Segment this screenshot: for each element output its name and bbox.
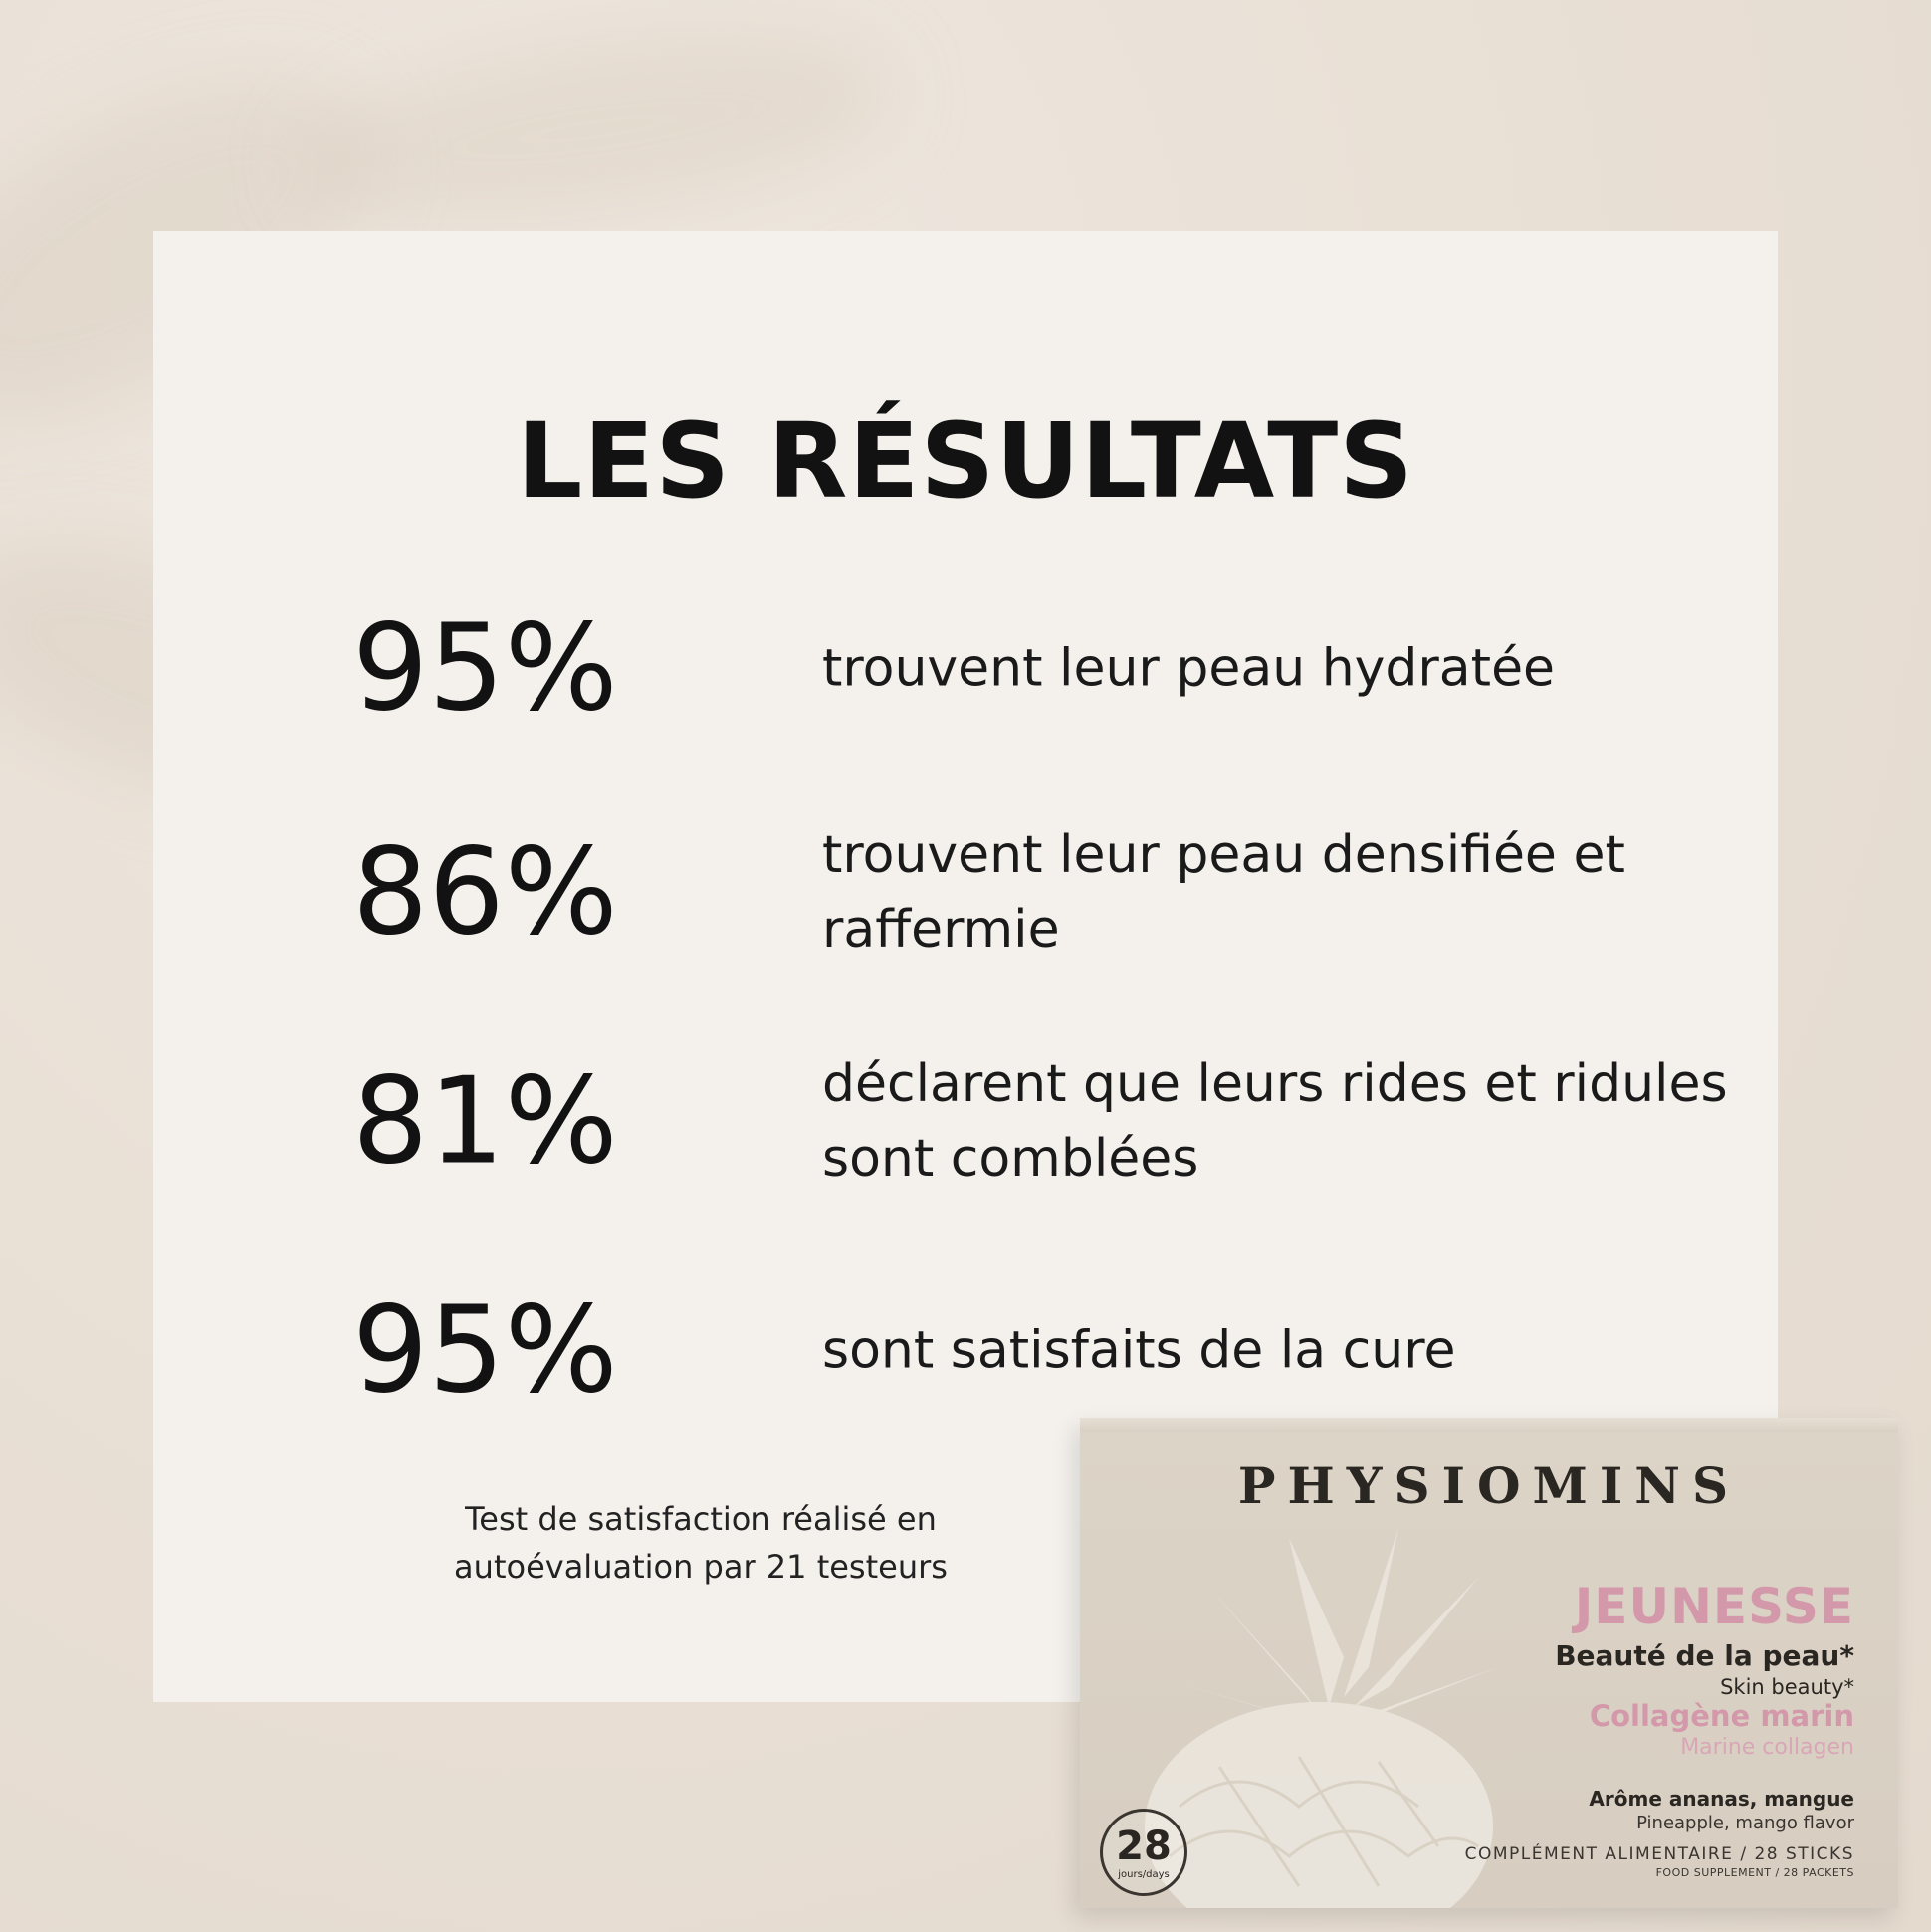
stat-percent: 95% bbox=[352, 599, 618, 739]
product-type-en: FOOD SUPPLEMENT / 28 PACKETS bbox=[1655, 1866, 1854, 1879]
brand-logo: PHYSIOMINS bbox=[1237, 1456, 1741, 1515]
ingredient-en: Marine collagen bbox=[1680, 1735, 1854, 1760]
product-name-fr: Beauté de la peau* bbox=[1555, 1639, 1854, 1672]
days-badge bbox=[1100, 1809, 1187, 1896]
ingredient-fr: Collagène marin bbox=[1589, 1699, 1854, 1733]
product-type-fr: COMPLÉMENT ALIMENTAIRE / 28 STICKS bbox=[1464, 1844, 1854, 1864]
footnote-line: autoévaluation par 21 testeurs bbox=[454, 1548, 948, 1586]
stat-percent: 95% bbox=[352, 1281, 618, 1420]
badge-unit: jours/days bbox=[1118, 1869, 1170, 1880]
flavor-fr: Arôme ananas, mangue bbox=[1589, 1787, 1854, 1811]
footnote bbox=[412, 1495, 989, 1591]
box-lid bbox=[1080, 1418, 1898, 1432]
stat-row bbox=[352, 574, 1726, 763]
stat-description: sont satisfaits de la cure bbox=[822, 1320, 1456, 1381]
stat-row bbox=[352, 1256, 1726, 1445]
product-name-en: Skin beauty* bbox=[1720, 1675, 1854, 1699]
stat-description: déclarent que leurs rides et ridules sont comblées bbox=[822, 1054, 1728, 1188]
stat-percent: 86% bbox=[352, 823, 618, 963]
stat-description: trouvent leur peau densifiée et raffermie bbox=[822, 825, 1625, 960]
flavor-en: Pineapple, mango flavor bbox=[1636, 1813, 1854, 1833]
badge-number: 28 bbox=[1116, 1824, 1172, 1869]
stat-row bbox=[352, 798, 1726, 987]
footnote-line: Test de satisfaction réalisé en bbox=[465, 1500, 937, 1538]
page-title: LES RÉSULTATS bbox=[516, 400, 1415, 522]
product-range: JEUNESSE bbox=[1574, 1578, 1854, 1635]
stat-percent: 81% bbox=[352, 1052, 618, 1191]
stat-description: trouvent leur peau hydratée bbox=[822, 638, 1556, 699]
background-shadow bbox=[289, 0, 905, 260]
product-box bbox=[1080, 1418, 1898, 1908]
stat-row bbox=[352, 1027, 1726, 1216]
